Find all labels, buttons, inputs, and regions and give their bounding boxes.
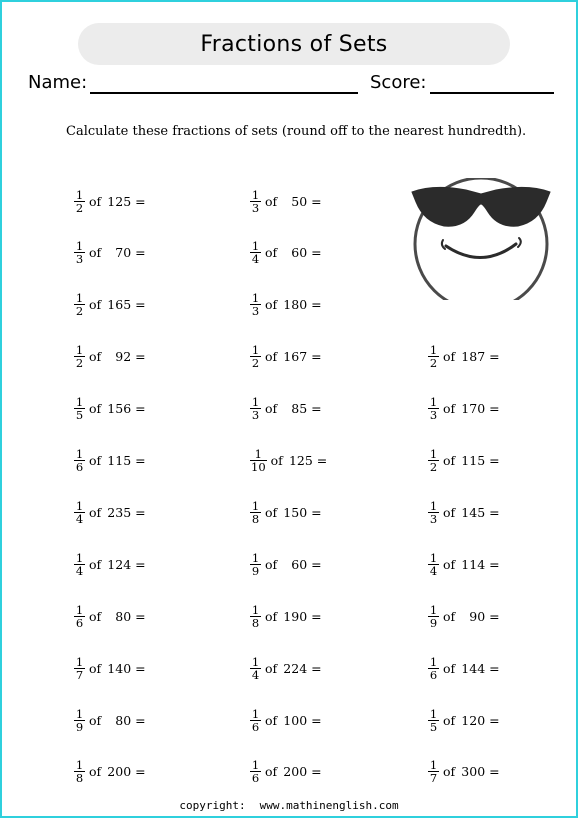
of-word: of xyxy=(89,504,102,520)
problem-item xyxy=(74,601,146,631)
set-value: 92 xyxy=(115,349,132,365)
of-word: of xyxy=(443,453,456,468)
set-value: 60 xyxy=(291,245,308,261)
set-value: 200 xyxy=(107,764,132,780)
fraction xyxy=(250,500,261,525)
fraction xyxy=(250,759,261,784)
fraction xyxy=(74,292,85,317)
equals-sign: = xyxy=(311,193,322,209)
equals-sign: = xyxy=(311,764,322,780)
denominator: 4 xyxy=(251,667,260,682)
problem-item xyxy=(74,238,146,268)
problem-item xyxy=(428,446,500,476)
set-value: 120 xyxy=(461,712,486,728)
problem-item xyxy=(250,342,322,372)
problem-item xyxy=(428,757,500,787)
numerator: 1 xyxy=(251,239,260,254)
of-word: of xyxy=(265,401,278,417)
numerator: 1 xyxy=(429,706,438,721)
equals-sign: = xyxy=(311,504,322,520)
numerator: 1 xyxy=(75,239,84,254)
copyright-label: copyright: xyxy=(179,799,246,812)
of-word: of xyxy=(265,245,278,261)
of-word: of xyxy=(265,712,278,728)
problem-item xyxy=(250,394,322,424)
fraction xyxy=(250,344,261,369)
problem-item xyxy=(74,497,146,527)
set-value: 50 xyxy=(291,193,308,209)
problem-item xyxy=(428,705,500,735)
problem-item xyxy=(74,549,146,579)
of-word: of xyxy=(89,764,102,780)
fraction xyxy=(250,656,261,681)
fraction xyxy=(74,759,85,784)
equals-sign: = xyxy=(489,401,500,417)
of-word: of xyxy=(443,764,456,780)
problem-item xyxy=(250,705,322,735)
set-value: 85 xyxy=(291,401,308,417)
numerator: 1 xyxy=(251,602,260,617)
equals-sign: = xyxy=(135,297,146,313)
numerator: 1 xyxy=(429,550,438,565)
denominator: 4 xyxy=(251,252,260,267)
problem-item xyxy=(250,757,322,787)
fraction xyxy=(74,240,85,265)
of-word: of xyxy=(265,504,278,520)
problem-item xyxy=(74,394,146,424)
numerator: 1 xyxy=(429,498,438,513)
equals-sign: = xyxy=(135,556,146,572)
problem-item xyxy=(74,186,146,216)
denominator: 10 xyxy=(251,460,266,474)
fraction xyxy=(250,604,261,629)
numerator: 1 xyxy=(429,654,438,669)
fraction xyxy=(74,344,85,369)
problem-item xyxy=(250,186,322,216)
problem-item xyxy=(428,394,500,424)
equals-sign: = xyxy=(489,764,500,780)
fraction xyxy=(428,656,439,681)
numerator: 1 xyxy=(75,498,84,513)
numerator: 1 xyxy=(251,291,260,306)
fraction xyxy=(74,708,85,733)
name-blank-line xyxy=(90,92,358,94)
problem-item xyxy=(428,653,500,683)
fraction xyxy=(428,448,439,473)
problem-item xyxy=(428,549,500,579)
problem-item xyxy=(250,446,327,476)
denominator: 4 xyxy=(75,511,84,526)
equals-sign: = xyxy=(311,349,322,365)
score-blank-line xyxy=(430,92,554,94)
fraction xyxy=(250,292,261,317)
denominator: 6 xyxy=(251,771,260,786)
of-word: of xyxy=(89,712,102,728)
denominator: 9 xyxy=(75,719,84,734)
fraction xyxy=(74,189,85,214)
set-value: 167 xyxy=(283,349,308,365)
of-word: of xyxy=(89,245,102,261)
denominator: 4 xyxy=(75,563,84,578)
of-word: of xyxy=(443,608,456,624)
score-label: Score: xyxy=(370,72,427,93)
equals-sign: = xyxy=(311,608,322,624)
numerator: 1 xyxy=(75,602,84,617)
numerator: 1 xyxy=(429,602,438,617)
numerator: 1 xyxy=(429,758,438,773)
fraction xyxy=(428,396,439,421)
of-word: of xyxy=(89,401,102,417)
set-value: 235 xyxy=(107,504,132,520)
set-value: 145 xyxy=(461,504,486,520)
numerator: 1 xyxy=(75,187,84,202)
equals-sign: = xyxy=(135,504,146,520)
set-value: 70 xyxy=(115,245,132,261)
problem-item xyxy=(428,497,500,527)
numerator: 1 xyxy=(251,187,260,202)
fraction xyxy=(74,396,85,421)
numerator: 1 xyxy=(251,498,260,513)
numerator: 1 xyxy=(251,706,260,721)
denominator: 7 xyxy=(429,771,438,786)
set-value: 156 xyxy=(107,401,132,417)
of-word: of xyxy=(89,660,102,676)
of-word: of xyxy=(443,556,456,572)
equals-sign: = xyxy=(135,608,146,624)
numerator: 1 xyxy=(75,291,84,306)
equals-sign: = xyxy=(135,660,146,676)
equals-sign: = xyxy=(489,556,500,572)
denominator: 6 xyxy=(75,615,84,630)
of-word: of xyxy=(89,193,102,209)
set-value: 144 xyxy=(461,660,486,676)
set-value: 80 xyxy=(115,712,132,728)
name-label: Name: xyxy=(28,72,88,93)
denominator: 2 xyxy=(75,356,84,371)
equals-sign: = xyxy=(311,297,322,313)
numerator: 1 xyxy=(251,758,260,773)
set-value: 100 xyxy=(283,712,308,728)
numerator: 1 xyxy=(75,654,84,669)
set-value: 165 xyxy=(107,297,132,313)
denominator: 2 xyxy=(251,356,260,371)
problem-item xyxy=(250,653,322,683)
set-value: 125 xyxy=(107,193,132,209)
set-value: 140 xyxy=(107,660,132,676)
numerator: 1 xyxy=(75,447,84,461)
of-word: of xyxy=(89,349,102,365)
set-value: 80 xyxy=(115,608,132,624)
numerator: 1 xyxy=(75,343,84,358)
set-value: 200 xyxy=(283,764,308,780)
equals-sign: = xyxy=(489,453,500,468)
numerator: 1 xyxy=(251,343,260,358)
denominator: 3 xyxy=(429,511,438,526)
equals-sign: = xyxy=(311,245,322,261)
fraction xyxy=(250,240,261,265)
set-value: 180 xyxy=(283,297,308,313)
denominator: 5 xyxy=(429,719,438,734)
of-word: of xyxy=(89,453,102,468)
numerator: 1 xyxy=(251,550,260,565)
fraction xyxy=(74,448,85,473)
problem-item xyxy=(74,290,146,320)
equals-sign: = xyxy=(311,712,322,728)
problem-item xyxy=(74,446,146,476)
set-value: 114 xyxy=(461,556,486,572)
equals-sign: = xyxy=(135,349,146,365)
set-value: 115 xyxy=(107,453,132,468)
fraction xyxy=(74,500,85,525)
denominator: 2 xyxy=(75,200,84,215)
problem-item xyxy=(74,757,146,787)
fraction xyxy=(428,604,439,629)
of-word: of xyxy=(443,401,456,417)
denominator: 9 xyxy=(251,563,260,578)
set-value: 124 xyxy=(107,556,132,572)
of-word: of xyxy=(89,297,102,313)
set-value: 190 xyxy=(283,608,308,624)
set-value: 115 xyxy=(461,453,486,468)
denominator: 6 xyxy=(75,460,84,474)
equals-sign: = xyxy=(489,504,500,520)
worksheet-title: Fractions of Sets xyxy=(78,23,510,65)
numerator: 1 xyxy=(429,343,438,358)
denominator: 3 xyxy=(429,408,438,423)
denominator: 8 xyxy=(251,511,260,526)
of-word: of xyxy=(270,453,283,468)
denominator: 3 xyxy=(251,304,260,319)
denominator: 2 xyxy=(75,304,84,319)
problem-item xyxy=(250,601,322,631)
numerator: 1 xyxy=(75,395,84,410)
sunglasses-smiley-icon xyxy=(410,178,552,300)
fraction xyxy=(250,189,261,214)
equals-sign: = xyxy=(489,660,500,676)
fraction xyxy=(428,708,439,733)
set-value: 187 xyxy=(461,349,486,365)
equals-sign: = xyxy=(311,401,322,417)
equals-sign: = xyxy=(489,712,500,728)
fraction xyxy=(428,552,439,577)
fraction xyxy=(250,552,261,577)
denominator: 7 xyxy=(75,667,84,682)
set-value: 300 xyxy=(461,764,486,780)
equals-sign: = xyxy=(489,349,500,365)
set-value: 150 xyxy=(283,504,308,520)
problem-item xyxy=(428,601,500,631)
fraction xyxy=(74,604,85,629)
problem-item xyxy=(74,653,146,683)
of-word: of xyxy=(443,504,456,520)
of-word: of xyxy=(265,349,278,365)
numerator: 1 xyxy=(254,447,262,461)
fraction xyxy=(428,759,439,784)
footer xyxy=(2,799,576,812)
equals-sign: = xyxy=(135,453,146,468)
of-word: of xyxy=(89,608,102,624)
denominator: 9 xyxy=(429,615,438,630)
equals-sign: = xyxy=(135,712,146,728)
set-value: 90 xyxy=(469,608,486,624)
set-value: 224 xyxy=(283,660,308,676)
instructions: Calculate these fractions of sets (round off to the nearest hundredth). xyxy=(66,124,527,139)
of-word: of xyxy=(265,556,278,572)
of-word: of xyxy=(265,193,278,209)
numerator: 1 xyxy=(75,706,84,721)
denominator: 5 xyxy=(75,408,84,423)
set-value: 125 xyxy=(288,453,313,468)
denominator: 4 xyxy=(429,563,438,578)
denominator: 2 xyxy=(429,460,438,474)
set-value: 60 xyxy=(291,556,308,572)
fraction xyxy=(250,708,261,733)
fraction xyxy=(250,396,261,421)
of-word: of xyxy=(443,349,456,365)
numerator: 1 xyxy=(429,395,438,410)
fraction xyxy=(428,344,439,369)
of-word: of xyxy=(265,297,278,313)
problem-item xyxy=(250,238,322,268)
equals-sign: = xyxy=(135,401,146,417)
problem-item xyxy=(250,497,322,527)
fraction xyxy=(74,552,85,577)
numerator: 1 xyxy=(251,395,260,410)
denominator: 6 xyxy=(251,719,260,734)
of-word: of xyxy=(89,556,102,572)
equals-sign: = xyxy=(316,453,328,468)
problem-item xyxy=(250,549,322,579)
denominator: 2 xyxy=(429,356,438,371)
problem-item xyxy=(74,705,146,735)
denominator: 3 xyxy=(251,200,260,215)
fraction xyxy=(250,448,267,473)
fraction xyxy=(428,500,439,525)
denominator: 8 xyxy=(75,771,84,786)
equals-sign: = xyxy=(489,608,500,624)
denominator: 8 xyxy=(251,615,260,630)
equals-sign: = xyxy=(135,764,146,780)
numerator: 1 xyxy=(75,550,84,565)
numerator: 1 xyxy=(251,654,260,669)
problem-item xyxy=(250,290,322,320)
denominator: 6 xyxy=(429,667,438,682)
website-link[interactable]: www.mathinenglish.com xyxy=(259,799,399,812)
problem-item xyxy=(428,342,500,372)
problem-item xyxy=(74,342,146,372)
of-word: of xyxy=(265,608,278,624)
of-word: of xyxy=(443,660,456,676)
equals-sign: = xyxy=(135,193,146,209)
numerator: 1 xyxy=(75,758,84,773)
of-word: of xyxy=(265,660,278,676)
fraction xyxy=(74,656,85,681)
denominator: 3 xyxy=(75,252,84,267)
equals-sign: = xyxy=(311,660,322,676)
equals-sign: = xyxy=(135,245,146,261)
of-word: of xyxy=(265,764,278,780)
set-value: 170 xyxy=(461,401,486,417)
of-word: of xyxy=(443,712,456,728)
denominator: 3 xyxy=(251,408,260,423)
equals-sign: = xyxy=(311,556,322,572)
numerator: 1 xyxy=(429,447,438,461)
